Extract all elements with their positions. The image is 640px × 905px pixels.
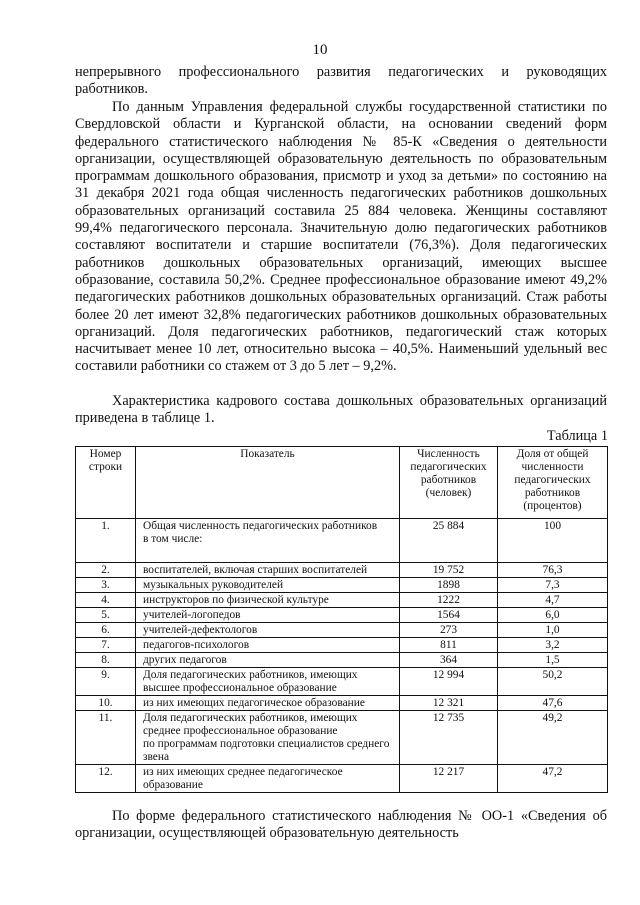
row-share: 50,2 [498, 668, 608, 696]
table-header-row [76, 447, 608, 519]
row-num: 10. [76, 696, 136, 711]
row-label: инструкторов по физической культуре [136, 593, 400, 608]
row-label: музыкальных руководителей [136, 578, 400, 593]
row-share: 47,2 [498, 765, 608, 793]
table-row [76, 653, 608, 668]
row-count: 811 [400, 638, 498, 653]
row-count: 12 735 [400, 711, 498, 765]
header-indicator: Показатель [136, 447, 400, 519]
row-share: 6,0 [498, 608, 608, 623]
paragraph-continuation: непрерывного профессионального развития педагогических и руководящих работников. [75, 64, 607, 98]
row-share: 49,2 [498, 711, 608, 765]
row-share: 76,3 [498, 563, 608, 578]
row-count: 12 994 [400, 668, 498, 696]
row-num: 9. [76, 668, 136, 696]
row-count: 1898 [400, 578, 498, 593]
row-num: 1. [76, 519, 136, 563]
row-count: 1222 [400, 593, 498, 608]
row-label: учителей-дефектологов [136, 623, 400, 638]
row-label [136, 711, 400, 765]
row-share: 7,3 [498, 578, 608, 593]
row-count: 12 321 [400, 696, 498, 711]
table-caption: Таблица 1 [546, 428, 608, 444]
staff-table [75, 446, 608, 793]
row-num: 6. [76, 623, 136, 638]
paragraph-statistics: По данным Управления федеральной службы государственной статистики по Свердловской области и Курганской области, на основании сведений форм федерального статистического наблюдения № 85-К «Сведения о деятельности организации, осуществляющей образовательную деятельность по образовательным программам дошкольного образования, присмотр и уход за детьми» по состоянию на 31 декабря 2021 года общая численность педагогических работников дошкольных образовательных организаций составила 25 884 человека. Женщины составляют 99,4% педагогического персонала. Значительную долю педагогических работников составляют воспитатели и старшие воспитатели (76,3%). Доля педагогических работников дошкольных образовательных организаций, имеющих высшее образование, составила 50,2%. Среднее профессиональное образование имеют 49,2% педагогических работников дошкольных образовательных организаций. Стаж работы более 20 лет имеют 32,8% педагогических работников дошкольных образовательных организаций. Доля педагогических работников, педагогический стаж которых насчитывает менее 10 лет, относительно высока – 40,5%. Наименьший удельный вес составили работники со стажем от 3 до 5 лет – 9,2%. [75, 99, 607, 375]
row-label: педагогов-психологов [136, 638, 400, 653]
row-label [136, 519, 400, 563]
row-label: из них имеющих среднее педагогическое образование [136, 765, 400, 793]
table-row [76, 563, 608, 578]
row-share: 100 [498, 519, 608, 563]
row-label: учителей-логопедов [136, 608, 400, 623]
row-label-sub: в том числе: [143, 533, 203, 545]
row-count: 12 217 [400, 765, 498, 793]
paragraph-table-intro: Характеристика кадрового состава дошкольных образовательных организаций приведена в таблице 1. [75, 393, 607, 427]
row-label-text: Общая численность педагогических работников [143, 520, 378, 532]
page-number: 10 [312, 42, 328, 58]
table-row [76, 668, 608, 696]
row-label: других педагогов [136, 653, 400, 668]
row-num: 11. [76, 711, 136, 765]
row-count: 25 884 [400, 519, 498, 563]
row-label-sub: по программам подготовки специалистов среднего звена [143, 738, 390, 763]
header-count: Численность педагогических работников (человек) [400, 447, 498, 519]
row-share: 3,2 [498, 638, 608, 653]
table-row [76, 608, 608, 623]
row-num: 5. [76, 608, 136, 623]
row-num: 4. [76, 593, 136, 608]
row-label: из них имеющих педагогическое образование [136, 696, 400, 711]
row-label: Доля педагогических работников, имеющих высшее профессиональное образование [136, 668, 400, 696]
row-count: 364 [400, 653, 498, 668]
table-row [76, 623, 608, 638]
header-num: Номер строки [76, 447, 136, 519]
row-count: 19 752 [400, 563, 498, 578]
row-num: 3. [76, 578, 136, 593]
table-row [76, 593, 608, 608]
table-row [76, 696, 608, 711]
table-row [76, 638, 608, 653]
row-num: 8. [76, 653, 136, 668]
row-share: 47,6 [498, 696, 608, 711]
row-share: 1,5 [498, 653, 608, 668]
paragraph-form-oo1: По форме федерального статистического наблюдения № ОО-1 «Сведения об организации, осуществляющей образовательную деятельность [75, 808, 607, 842]
row-label-text: Доля педагогических работников, имеющих среднее профессиональное образование [143, 712, 358, 737]
row-count: 1564 [400, 608, 498, 623]
header-share: Доля от общей численности педагогических работников (процентов) [498, 447, 608, 519]
row-num: 7. [76, 638, 136, 653]
row-count: 273 [400, 623, 498, 638]
table-row [76, 765, 608, 793]
row-share: 4,7 [498, 593, 608, 608]
row-share: 1,0 [498, 623, 608, 638]
table-row [76, 519, 608, 563]
table-row [76, 711, 608, 765]
row-label: воспитателей, включая старших воспитателей [136, 563, 400, 578]
row-num: 2. [76, 563, 136, 578]
table-row [76, 578, 608, 593]
row-num: 12. [76, 765, 136, 793]
